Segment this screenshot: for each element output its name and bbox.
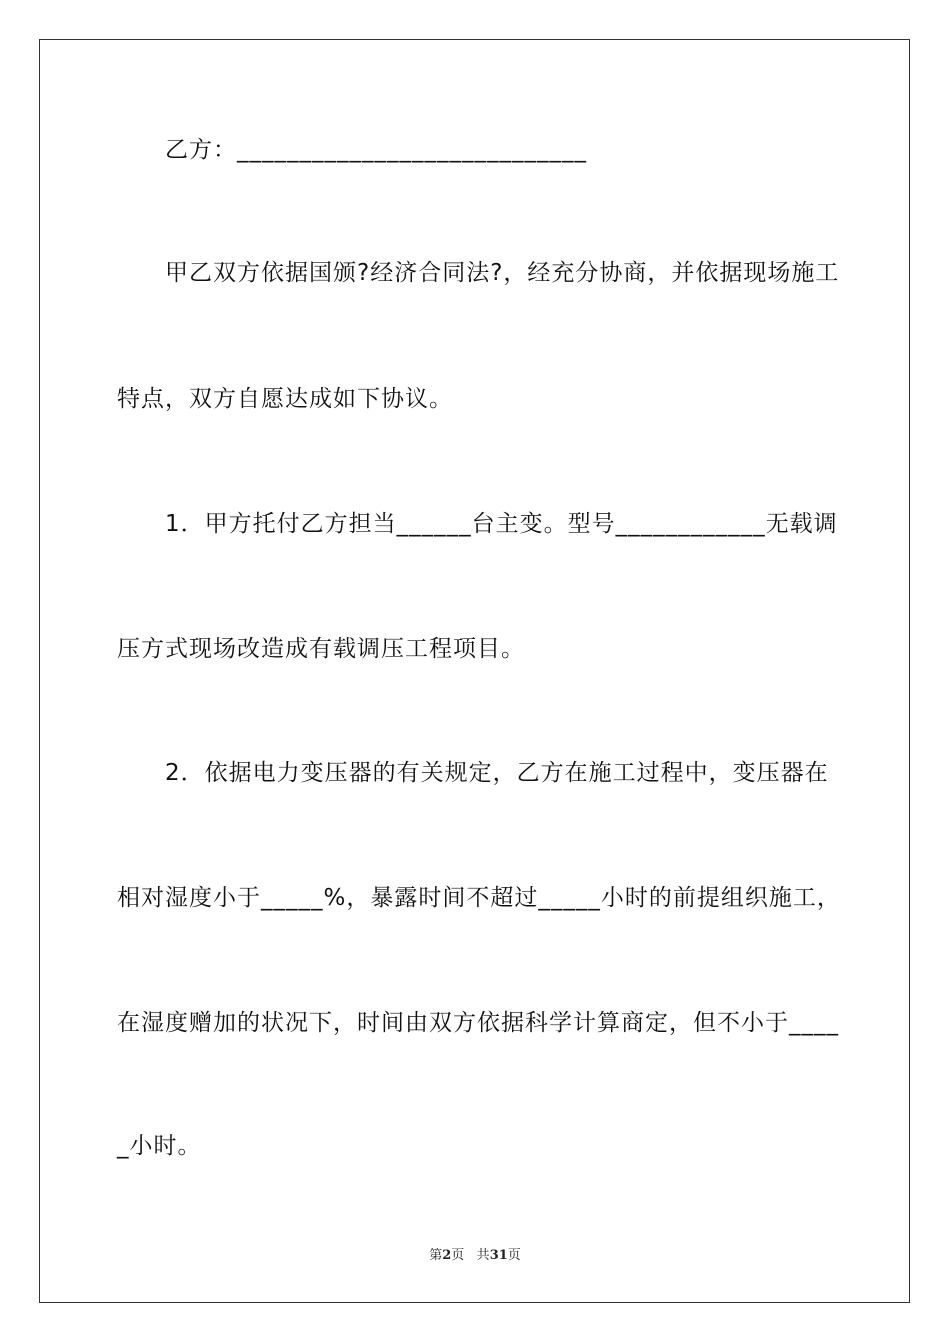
clause-2-line-2: 相对湿度小于_____%，暴露时间不超过_____小时的前提组织施工， [117,885,841,911]
clause-1-line-2: 压方式现场改造成有载调压工程项目。 [117,636,525,662]
party-b-line: 乙方：____________________________ [165,137,587,163]
page-number: 2 [442,1248,452,1263]
paragraph-intro-line-1: 甲乙双方依据国颁?经济合同法?，经充分协商，并依据现场施工 [165,260,840,286]
page-footer [0,1247,950,1265]
page-frame [39,39,910,1303]
clause-1-line-1: 1．甲方托付乙方担当______台主变。型号____________无载调 [165,511,838,537]
clause-2-line-1: 2．依据电力变压器的有关规定，乙方在施工过程中，变压器在 [165,760,829,786]
total-suffix: 页 [507,1248,521,1263]
page-prefix: 第 [429,1248,443,1263]
total-prefix: 共 [476,1248,490,1263]
paragraph-intro-line-2: 特点，双方自愿达成如下协议。 [117,386,453,412]
clause-2-line-3: 在湿度赠加的状况下，时间由双方依据科学计算商定，但不小于____ [117,1010,839,1036]
clause-2-line-4: _小时。 [117,1133,202,1159]
page-suffix: 页 [451,1248,465,1263]
total-pages: 31 [489,1248,508,1263]
